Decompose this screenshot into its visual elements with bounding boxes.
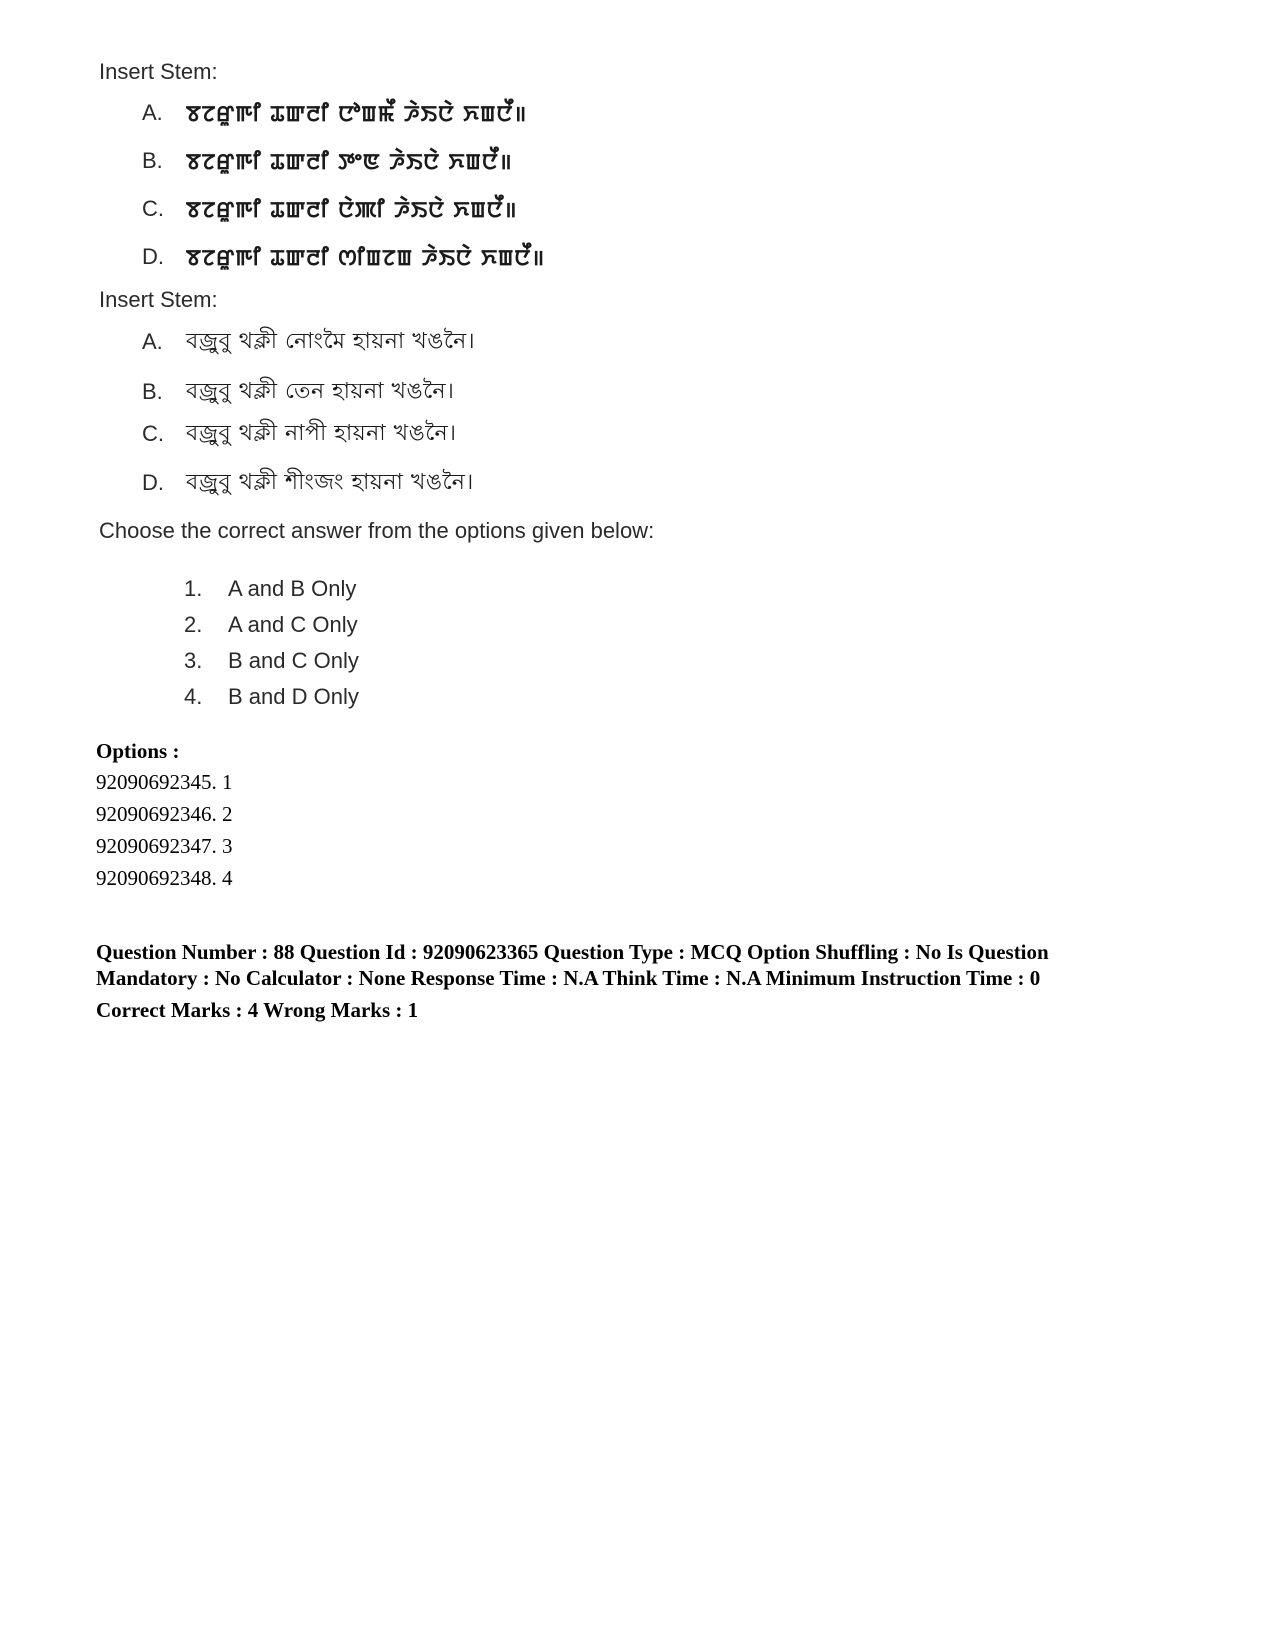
question-meta-line-1: Question Number : 88 Question Id : 92090623365 Question Type : MCQ Option Shuffling : No Is Question bbox=[96, 940, 1049, 964]
answer-choice-index: 4. bbox=[184, 684, 203, 709]
option-letter: B. bbox=[142, 148, 163, 173]
stem1-option-a bbox=[142, 96, 527, 130]
stem2-option-a bbox=[142, 325, 475, 359]
option-letter: A. bbox=[142, 100, 163, 125]
option-text: বজ্রুবু থক্লী শীংজং হায়না খঙনৈ। bbox=[186, 469, 474, 495]
question-metadata bbox=[96, 939, 1176, 1023]
option-text: ꯕꯖꯔꯨꯒꯤ ꯊꯛꯂꯤ ꯁꯤꯡꯖꯡ ꯍꯥꯏꯅꯥ ꯈꯡꯅꯩ॥ bbox=[186, 245, 546, 271]
option-letter: C. bbox=[142, 196, 164, 221]
stem-label-2: Insert Stem: bbox=[99, 287, 218, 312]
option-text: ꯕꯖꯔꯨꯒꯤ ꯊꯛꯂꯤ ꯅꯥꯄꯤ ꯍꯥꯏꯅꯥ ꯈꯡꯅꯩ॥ bbox=[186, 197, 518, 223]
answer-choice-index: 1. bbox=[184, 576, 203, 601]
answer-choice-2 bbox=[184, 609, 358, 641]
stem1-option-b bbox=[142, 144, 513, 178]
option-letter: C. bbox=[142, 421, 164, 446]
option-letter: D. bbox=[142, 470, 164, 495]
question-meta-line-3: Correct Marks : 4 Wrong Marks : 1 bbox=[96, 998, 419, 1022]
answer-choice-text: A and B Only bbox=[228, 576, 357, 601]
answer-choice-text: A and C Only bbox=[228, 612, 358, 637]
answer-choice-3 bbox=[184, 645, 359, 677]
option-id-2: 92090692346. 2 bbox=[96, 802, 233, 826]
option-text: বজ্রুবু থক্লী নাপী হায়না খঙনৈ। bbox=[186, 420, 457, 446]
options-heading: Options : bbox=[96, 739, 180, 763]
stem1-option-c bbox=[142, 192, 518, 226]
option-text: ꯕꯖꯔꯨꯒꯤ ꯊꯛꯂꯤ ꯅꯣꯡꯃꯩ ꯍꯥꯏꯅꯥ ꯈꯡꯅꯩ॥ bbox=[186, 101, 528, 127]
option-letter: A. bbox=[142, 329, 163, 354]
stem2-option-b bbox=[142, 375, 454, 409]
answer-choice-text: B and C Only bbox=[228, 648, 359, 673]
stem-label-1: Insert Stem: bbox=[99, 59, 218, 84]
answer-choice-text: B and D Only bbox=[228, 684, 359, 709]
question-meta-line-2: Mandatory : No Calculator : None Response Time : N.A Think Time : N.A Minimum Instruction Time : 0 bbox=[96, 966, 1041, 990]
stem2-option-c bbox=[142, 417, 457, 451]
answer-choice-index: 2. bbox=[184, 612, 203, 637]
option-id-1: 92090692345. 1 bbox=[96, 770, 233, 794]
choose-instruction: Choose the correct answer from the options given below: bbox=[99, 518, 655, 543]
stem1-option-d bbox=[142, 240, 545, 274]
answer-choice-1 bbox=[184, 573, 356, 605]
option-letter: D. bbox=[142, 244, 164, 269]
option-letter: B. bbox=[142, 379, 163, 404]
option-text: ꯕꯖꯔꯨꯒꯤ ꯊꯛꯂꯤ ꯇꯦꯟ ꯍꯥꯏꯅꯥ ꯈꯡꯅꯩ॥ bbox=[186, 149, 513, 175]
option-text: বজ্রুবু থক্লী তেন হায়না খঙনৈ। bbox=[186, 378, 455, 404]
option-id-3: 92090692347. 3 bbox=[96, 834, 233, 858]
option-text: বজ্রুবু থক্লী নোংমৈ হায়না খঙনৈ। bbox=[186, 328, 476, 354]
stem2-option-d bbox=[142, 466, 474, 500]
option-id-4: 92090692348. 4 bbox=[96, 866, 233, 890]
answer-choice-index: 3. bbox=[184, 648, 203, 673]
answer-choice-4 bbox=[184, 681, 359, 713]
